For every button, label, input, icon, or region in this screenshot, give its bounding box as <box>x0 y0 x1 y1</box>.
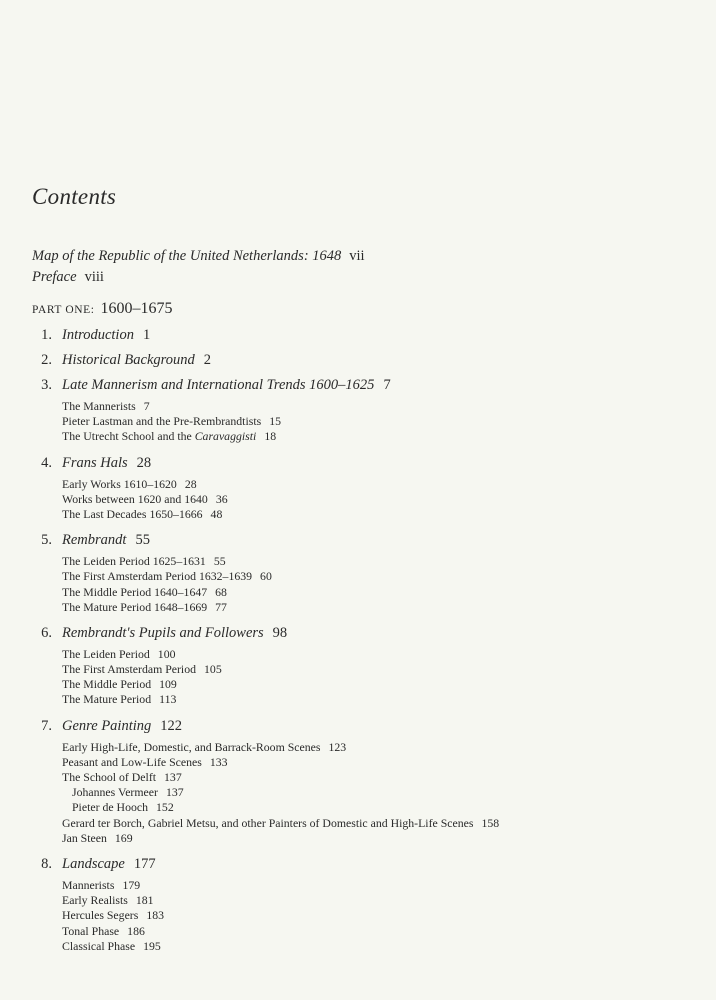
section-page: 105 <box>204 662 222 677</box>
chapter-title: Late Mannerism and International Trends 1600–1625 <box>62 377 375 393</box>
section-entry[interactable] <box>0 492 716 507</box>
chapter-heading[interactable] <box>0 714 716 739</box>
chapter-title: Landscape <box>62 855 125 872</box>
section-title: Works between 1620 and 1640 <box>62 491 208 506</box>
chapter-list <box>0 323 716 960</box>
chapter-title: Rembrandt's Pupils and Followers <box>62 624 264 641</box>
section-entry[interactable] <box>0 662 716 677</box>
chapter-page: 55 <box>135 532 150 549</box>
chapter-number: 2. <box>41 352 52 368</box>
section-page: 7 <box>143 399 150 413</box>
section-page: 181 <box>135 893 154 908</box>
section-page: 48 <box>210 506 223 521</box>
chapter-number: 6. <box>41 624 52 641</box>
section-title: Early High-Life, Domestic, and Barrack-Room Scenes <box>62 739 321 754</box>
section-entry[interactable] <box>0 939 716 954</box>
section-page: 169 <box>114 830 133 845</box>
chapter-heading[interactable] <box>0 323 716 348</box>
section-entry[interactable] <box>0 893 716 908</box>
section-page: 55 <box>213 554 226 569</box>
entry-title: Map of the Republic of the United Netherlands: 1648 <box>32 248 342 264</box>
section-page: 195 <box>143 938 161 953</box>
section-entry[interactable] <box>0 414 716 429</box>
front-matter-entry[interactable] <box>32 267 365 288</box>
chapter-title-group <box>62 852 156 877</box>
section-title: Early Realists <box>62 893 128 908</box>
section-entry[interactable] <box>0 677 716 692</box>
section-page: 15 <box>269 414 281 429</box>
section-page: 36 <box>215 491 228 506</box>
section-title: Gerard ter Borch, Gabriel Metsu, and other Painters of Domestic and High-Life Scenes <box>62 815 474 830</box>
chapter-number: 1. <box>41 327 52 343</box>
entry-page: viii <box>84 269 104 285</box>
chapter-heading[interactable] <box>0 348 716 373</box>
section-page: 133 <box>209 754 228 769</box>
section-entry[interactable] <box>0 816 716 831</box>
chapter-page: 2 <box>203 352 212 368</box>
front-matter <box>32 246 365 288</box>
chapter-heading[interactable] <box>0 373 716 398</box>
chapter-heading[interactable] <box>0 528 716 553</box>
section-title: Johannes Vermeer <box>72 785 158 800</box>
section-title: Pieter Lastman and the Pre-Rembrandtists <box>62 414 262 429</box>
section-title: The Mature Period <box>62 692 152 707</box>
chapter-title: Introduction <box>62 327 134 343</box>
section-entry[interactable] <box>0 569 716 584</box>
entry-page: vii <box>349 248 365 264</box>
section-title: Pieter de Hooch <box>72 800 149 815</box>
section-page: 183 <box>146 908 165 923</box>
section-entry[interactable] <box>0 831 716 846</box>
section-title: The Middle Period <box>62 677 152 692</box>
section-title: The Last Decades 1650–1666 <box>62 506 203 521</box>
chapter-entry <box>0 528 716 621</box>
section-entry[interactable] <box>0 600 716 615</box>
section-title: Jan Steen <box>62 830 107 845</box>
section-page: 123 <box>328 739 347 754</box>
section-title: Classical Phase <box>62 938 136 953</box>
section-page: 137 <box>164 770 182 784</box>
section-entry[interactable] <box>0 924 716 939</box>
chapter-entry <box>0 373 716 451</box>
section-entry[interactable] <box>0 585 716 600</box>
section-title: Tonal Phase <box>62 923 120 938</box>
chapter-title-group <box>62 348 211 373</box>
section-entry[interactable] <box>0 785 716 800</box>
section-entry[interactable] <box>0 477 716 492</box>
section-page: 179 <box>122 877 141 892</box>
chapter-title-group <box>62 621 287 646</box>
section-title-italic: Caravaggisti <box>194 429 257 444</box>
section-entry[interactable] <box>0 429 716 444</box>
section-entry[interactable] <box>0 692 716 707</box>
chapter-title-group <box>62 323 150 348</box>
section-entry[interactable] <box>0 878 716 893</box>
section-entry[interactable] <box>0 770 716 785</box>
section-title: The School of Delft <box>62 770 157 784</box>
chapter-number: 4. <box>41 454 52 471</box>
section-list <box>0 398 716 451</box>
chapter-entry <box>0 323 716 348</box>
section-page: 60 <box>260 569 272 584</box>
section-title: The Utrecht School and the <box>62 429 192 444</box>
chapter-entry <box>0 852 716 960</box>
front-matter-entry[interactable] <box>32 246 365 267</box>
chapter-title-group <box>62 528 150 553</box>
section-page: 109 <box>159 677 177 692</box>
chapter-entry <box>0 451 716 529</box>
chapter-entry <box>0 348 716 373</box>
part-years: 1600–1675 <box>100 300 173 317</box>
section-list <box>0 877 716 960</box>
chapter-number: 3. <box>41 377 52 393</box>
chapter-entry <box>0 714 716 852</box>
chapter-page: 98 <box>272 624 288 641</box>
section-entry[interactable] <box>0 800 716 815</box>
chapter-title-group <box>62 451 151 476</box>
section-entry[interactable] <box>0 507 716 522</box>
section-page: 18 <box>264 429 277 444</box>
section-title: The Mature Period 1648–1669 <box>62 599 208 614</box>
section-title: Peasant and Low-Life Scenes <box>62 754 202 769</box>
section-page: 28 <box>184 476 197 491</box>
section-title: The First Amsterdam Period 1632–1639 <box>62 569 253 584</box>
page-title: Contents <box>32 184 117 209</box>
entry-title: Preface <box>32 269 77 285</box>
section-page: 113 <box>159 692 177 707</box>
chapter-page: 1 <box>142 327 151 343</box>
section-page: 152 <box>156 800 174 815</box>
section-entry[interactable] <box>0 740 716 755</box>
chapter-page: 28 <box>136 454 152 471</box>
chapter-heading[interactable] <box>0 451 716 476</box>
section-page: 100 <box>157 646 176 661</box>
chapter-entry <box>0 621 716 714</box>
section-title: The First Amsterdam Period <box>62 662 197 677</box>
chapter-title: Rembrandt <box>62 532 127 549</box>
section-entry[interactable] <box>0 908 716 923</box>
chapter-title: Frans Hals <box>62 454 128 471</box>
section-page: 77 <box>215 599 227 614</box>
part-heading <box>32 300 173 318</box>
section-title: Early Works 1610–1620 <box>62 476 177 491</box>
chapter-number: 7. <box>41 717 52 734</box>
section-entry[interactable] <box>0 755 716 770</box>
chapter-heading[interactable] <box>0 621 716 646</box>
chapter-heading[interactable] <box>0 852 716 877</box>
chapter-number: 8. <box>41 855 52 872</box>
section-page: 158 <box>481 815 500 830</box>
chapter-page: 7 <box>383 377 391 393</box>
chapter-title-group <box>62 714 182 739</box>
section-list <box>0 739 716 852</box>
chapter-title: Historical Background <box>62 352 195 368</box>
section-page: 137 <box>165 785 184 800</box>
chapter-page: 122 <box>160 717 183 734</box>
section-title: The Middle Period 1640–1647 <box>62 584 208 599</box>
chapter-title: Genre Painting <box>62 717 152 734</box>
section-entry[interactable] <box>0 399 716 414</box>
section-page: 186 <box>127 923 145 938</box>
section-title: Mannerists <box>62 877 115 892</box>
chapter-title-group <box>62 373 391 398</box>
section-title: The Mannerists <box>62 399 136 413</box>
section-entry[interactable] <box>0 554 716 569</box>
section-list <box>0 553 716 621</box>
section-title: The Leiden Period 1625–1631 <box>62 554 206 569</box>
section-list <box>0 646 716 714</box>
section-list <box>0 476 716 529</box>
section-title: The Leiden Period <box>62 646 150 661</box>
section-page: 68 <box>215 584 227 599</box>
section-title: Hercules Segers <box>62 908 139 923</box>
part-label: PART ONE: <box>32 304 95 316</box>
chapter-number: 5. <box>41 532 52 549</box>
chapter-page: 177 <box>133 855 156 872</box>
section-entry[interactable] <box>0 647 716 662</box>
